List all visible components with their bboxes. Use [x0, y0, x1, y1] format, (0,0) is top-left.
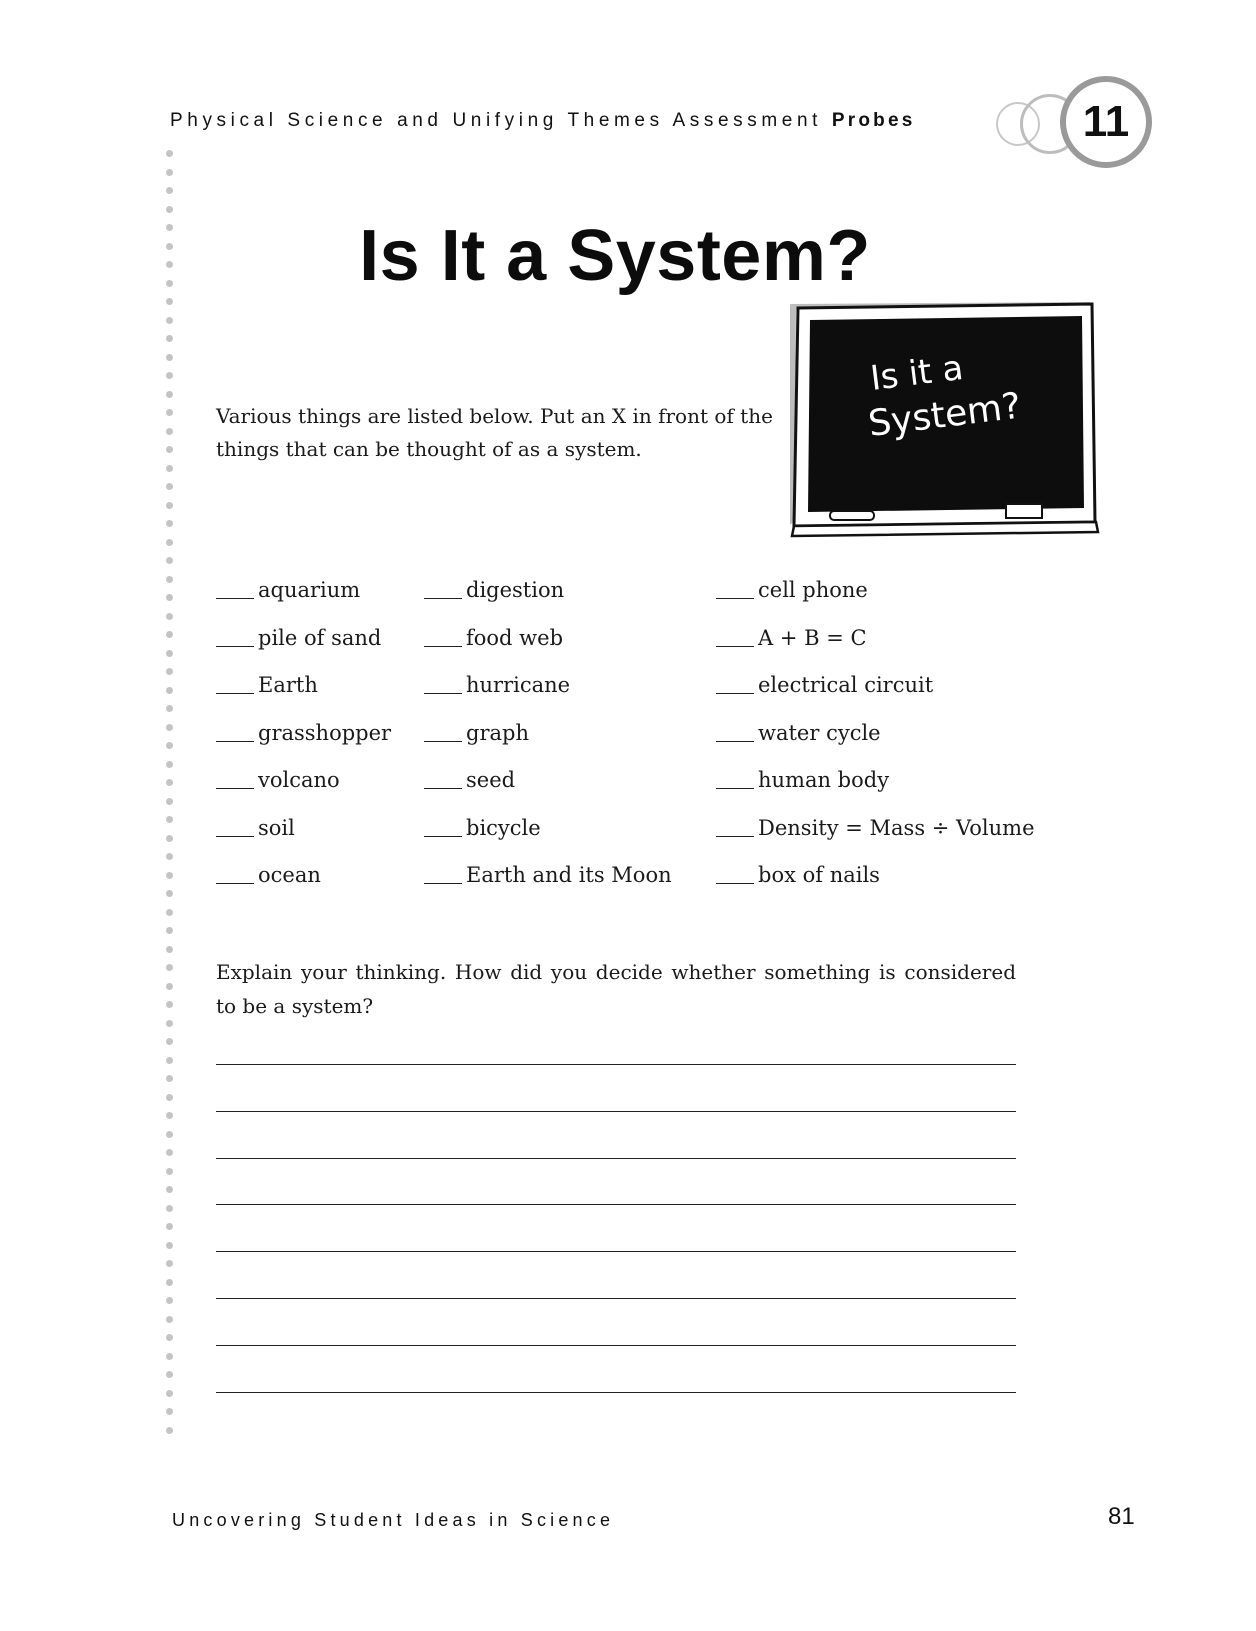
answer-lines[interactable] [216, 1064, 1016, 1393]
spiral-dot [166, 779, 173, 786]
list-item: seed [424, 768, 672, 816]
checklist-column-2 [424, 578, 672, 911]
spiral-dot [166, 835, 173, 842]
spiral-dot [166, 557, 173, 564]
spiral-dot [166, 206, 173, 213]
spiral-dot [166, 1094, 173, 1101]
spiral-dot [166, 1279, 173, 1286]
list-item: food web [424, 626, 672, 674]
spiral-dot [166, 964, 173, 971]
list-item: graph [424, 721, 672, 769]
spiral-dot [166, 761, 173, 768]
spiral-dot [166, 483, 173, 490]
list-item: grasshopper [216, 721, 391, 769]
list-item: hurricane [424, 673, 672, 721]
spiral-dot [166, 1168, 173, 1175]
spiral-binding [166, 150, 174, 1440]
list-item: Earth [216, 673, 391, 721]
writing-line[interactable] [216, 1346, 1016, 1393]
writing-line[interactable] [216, 1065, 1016, 1112]
spiral-dot [166, 1427, 173, 1434]
answer-blank[interactable] [424, 646, 462, 647]
footer-book-title: Uncovering Student Ideas in Science [172, 1510, 615, 1530]
spiral-dot [166, 650, 173, 657]
spiral-dot [166, 372, 173, 379]
writing-line[interactable] [216, 1205, 1016, 1252]
spiral-dot [166, 594, 173, 601]
answer-blank[interactable] [216, 883, 254, 884]
list-item: soil [216, 816, 391, 864]
spiral-dot [166, 446, 173, 453]
list-item: pile of sand [216, 626, 391, 674]
footer-page-number: 81 [1108, 1503, 1135, 1530]
spiral-dot [166, 1408, 173, 1415]
spiral-dot [166, 1057, 173, 1064]
spiral-dot [166, 354, 173, 361]
spiral-dot [166, 1149, 173, 1156]
spiral-dot [166, 631, 173, 638]
answer-blank[interactable] [424, 788, 462, 789]
spiral-dot [166, 1353, 173, 1360]
chalkboard-illustration [790, 300, 1110, 540]
spiral-dot [166, 1020, 173, 1027]
answer-blank[interactable] [216, 693, 254, 694]
spiral-dot [166, 150, 173, 157]
answer-blank[interactable] [424, 883, 462, 884]
list-item: ocean [216, 863, 391, 911]
writing-line[interactable] [216, 1299, 1016, 1346]
spiral-dot [166, 742, 173, 749]
probe-badge [990, 76, 1160, 168]
spiral-dot [166, 187, 173, 194]
spiral-dot [166, 613, 173, 620]
spiral-dot [166, 1390, 173, 1397]
list-item: volcano [216, 768, 391, 816]
header-section-text: Physical Science and Unifying Themes Assessment [170, 110, 823, 131]
spiral-dot [166, 983, 173, 990]
spiral-dot [166, 520, 173, 527]
spiral-dot [166, 335, 173, 342]
list-item: human body [716, 768, 1035, 816]
list-item: water cycle [716, 721, 1035, 769]
spiral-dot [166, 576, 173, 583]
answer-blank[interactable] [424, 741, 462, 742]
answer-blank[interactable] [216, 836, 254, 837]
answer-blank[interactable] [716, 646, 754, 647]
list-item: Density = Mass ÷ Volume [716, 816, 1035, 864]
answer-blank[interactable] [424, 836, 462, 837]
checklist-column-1 [216, 578, 391, 911]
spiral-dot [166, 724, 173, 731]
answer-blank[interactable] [216, 646, 254, 647]
spiral-dot [166, 502, 173, 509]
writing-line[interactable] [216, 1112, 1016, 1159]
checklist-column-3 [716, 578, 1035, 911]
answer-blank[interactable] [424, 693, 462, 694]
answer-blank[interactable] [216, 741, 254, 742]
answer-blank[interactable] [216, 788, 254, 789]
spiral-dot [166, 1038, 173, 1045]
spiral-dot [166, 1316, 173, 1323]
chalkboard-text-line2: System? [866, 385, 1024, 445]
spiral-dot [166, 927, 173, 934]
spiral-dot [166, 1186, 173, 1193]
spiral-dot [166, 1131, 173, 1138]
spiral-dot [166, 1242, 173, 1249]
running-header [170, 110, 916, 132]
spiral-dot [166, 1075, 173, 1082]
spiral-dot [166, 1297, 173, 1304]
answer-blank[interactable] [716, 693, 754, 694]
spiral-dot [166, 946, 173, 953]
answer-blank[interactable] [216, 598, 254, 599]
spiral-dot [166, 853, 173, 860]
header-section-bold: Probes [831, 110, 916, 131]
writing-line[interactable] [216, 1159, 1016, 1206]
answer-blank[interactable] [716, 883, 754, 884]
list-item: box of nails [716, 863, 1035, 911]
list-item: digestion [424, 578, 672, 626]
writing-line[interactable] [216, 1252, 1016, 1299]
chalkboard-drawing [790, 300, 1110, 540]
spiral-dot [166, 1334, 173, 1341]
spiral-dot [166, 298, 173, 305]
spiral-dot [166, 909, 173, 916]
spiral-dot [166, 890, 173, 897]
spiral-dot [166, 539, 173, 546]
list-item: A + B = C [716, 626, 1035, 674]
answer-blank[interactable] [716, 836, 754, 837]
spiral-dot [166, 169, 173, 176]
answer-blank[interactable] [716, 741, 754, 742]
spiral-dot [166, 1205, 173, 1212]
instructions: Various things are listed below. Put an X in front of the things that can be thought of as a system. [216, 404, 773, 461]
spiral-dot [166, 1223, 173, 1230]
spiral-dot [166, 391, 173, 398]
spiral-dot [166, 705, 173, 712]
spiral-dot [166, 465, 173, 472]
answer-blank[interactable] [716, 788, 754, 789]
spiral-dot [166, 317, 173, 324]
spiral-dot [166, 816, 173, 823]
list-item: electrical circuit [716, 673, 1035, 721]
list-item: cell phone [716, 578, 1035, 626]
chalkboard-text-line1: Is it a [868, 347, 966, 399]
spiral-dot [166, 872, 173, 879]
list-item: aquarium [216, 578, 391, 626]
spiral-dot [166, 428, 173, 435]
spiral-dot [166, 798, 173, 805]
answer-blank[interactable] [716, 598, 754, 599]
spiral-dot [166, 668, 173, 675]
probe-number: 11 [1060, 76, 1152, 168]
list-item: bicycle [424, 816, 672, 864]
explain-prompt: Explain your thinking. How did you decide whether something is considered to be a system? [216, 960, 1016, 1018]
page-title: Is It a System? [359, 216, 871, 296]
list-item: Earth and its Moon [424, 863, 672, 911]
spiral-dot [166, 687, 173, 694]
spiral-dot [166, 409, 173, 416]
spiral-dot [166, 1112, 173, 1119]
spiral-dot [166, 1371, 173, 1378]
spiral-dot [166, 1001, 173, 1008]
answer-blank[interactable] [424, 598, 462, 599]
spiral-dot [166, 1260, 173, 1267]
